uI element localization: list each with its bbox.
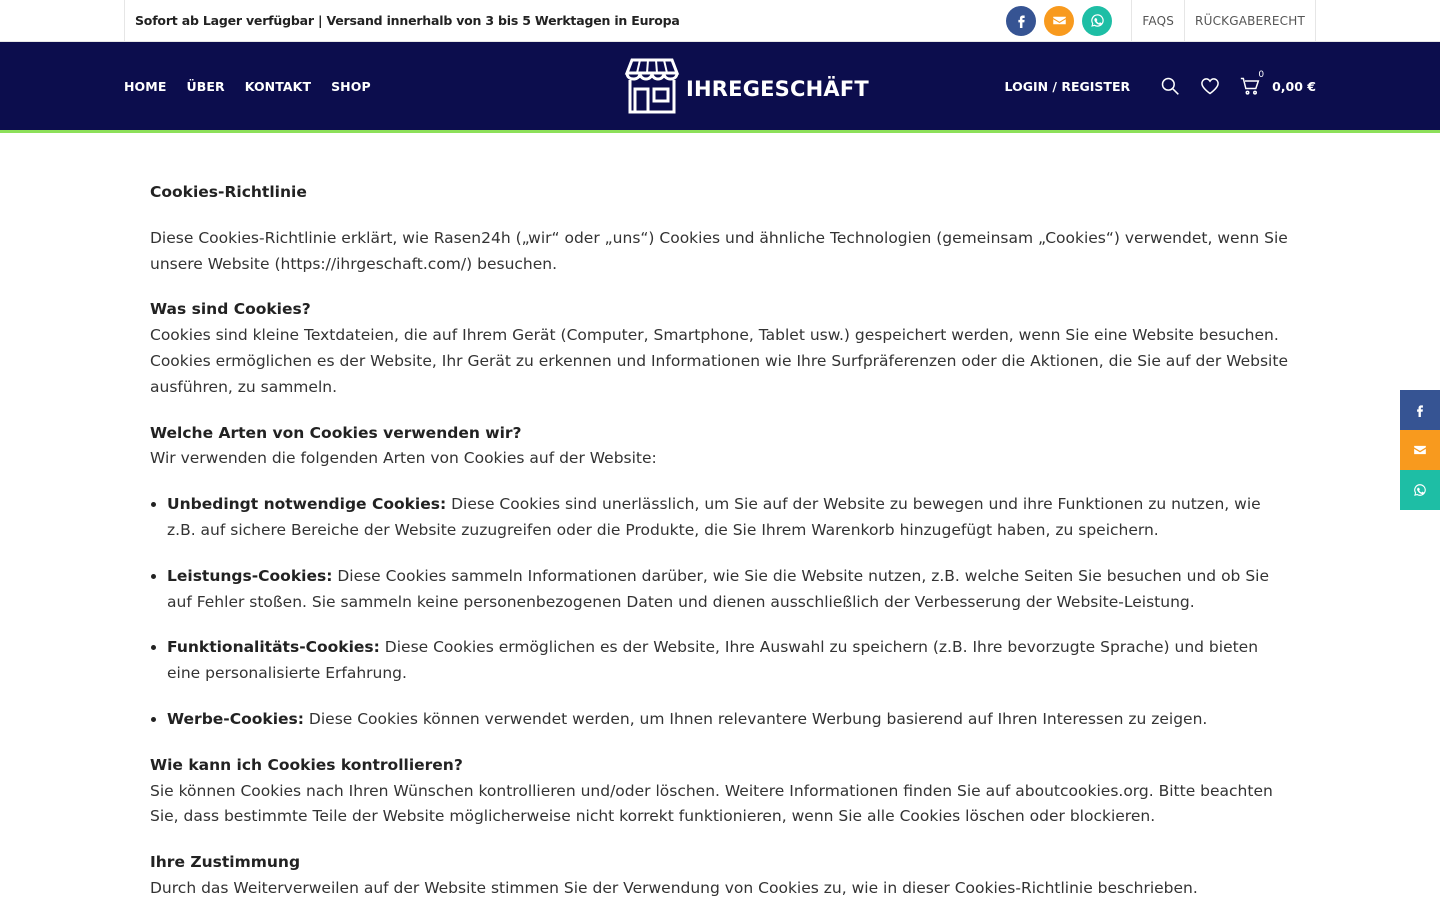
side-mail-button[interactable]: [1400, 430, 1440, 470]
main-header: [0, 42, 1440, 133]
list-item: [167, 707, 1290, 733]
whatsapp-icon: [1090, 13, 1105, 28]
facebook-icon: [1413, 403, 1427, 417]
list-item: [167, 564, 1290, 616]
side-whatsapp-button[interactable]: [1400, 470, 1440, 510]
cart-button[interactable]: [1230, 66, 1270, 106]
wishlist-button[interactable]: [1190, 66, 1230, 106]
cookie-type-text: Diese Cookies sammeln Informationen darüber, wie Sie die Website nutzen, z.B. welche Seiten Sie besuchen und ob Sie auf Fehler stoßen. Sie sammeln keine personenbezogenen Daten und dienen ausschließlich der Verbesserung der Website-Leistung.: [167, 566, 1270, 611]
cookie-type-label: Unbedingt notwendige Cookies:: [167, 495, 447, 514]
cookie-types-intro: Wir verwenden die folgenden Arten von Cookies auf der Website:: [150, 449, 657, 468]
storefront-logo-icon: [624, 57, 680, 115]
cookie-type-label: Leistungs-Cookies:: [167, 566, 333, 585]
login-register-link[interactable]: LOGIN / REGISTER: [1004, 78, 1131, 94]
cookie-type-text: Diese Cookies ermöglichen es der Website, Ihre Auswahl zu speichern (z.B. Ihre bevorzugte Sprache) und bieten eine personalisierte Erfahrung.: [167, 638, 1259, 683]
what-cookies-text: Cookies sind kleine Textdateien, die auf Ihrem Gerät (Computer, Smartphone, Tablet usw.) gespeichert werden, wenn Sie eine Website besuchen. Cookies ermöglichen es der Website, Ihr Gerät zu erkennen und Informationen wie Ihre Surfpräferenzen oder die Aktionen, die Sie auf der Website ausführen, zu sammeln.: [150, 326, 1288, 396]
mail-button[interactable]: [1044, 6, 1074, 36]
cookie-type-text: Diese Cookies können verwendet werden, um Ihnen relevantere Werbung basierend auf Ihren Interessen zu zeigen.: [303, 709, 1208, 728]
nav-contact[interactable]: KONTAKT: [244, 78, 312, 94]
list-item: [167, 492, 1290, 544]
shipping-notice: Sofort ab Lager verfügbar | Versand innerhalb von 3 bis 5 Werktagen in Europa: [124, 0, 680, 42]
facebook-button[interactable]: [1006, 6, 1036, 36]
nav-shop[interactable]: SHOP: [331, 78, 371, 94]
cookie-type-text: Diese Cookies sind unerlässlich, um Sie auf der Website zu bewegen und ihre Funktionen zu nutzen, wie z.B. auf sichere Bereiche der Website zuzugreifen oder die Produkte, die Sie Ihrem Warenkorb hinzugefügt haben, zu speichern.: [167, 495, 1261, 539]
facebook-icon: [1014, 13, 1029, 28]
cart-count: 0: [1258, 70, 1265, 80]
search-icon: [1160, 76, 1180, 96]
mail-icon: [1413, 443, 1427, 457]
what-cookies-heading: Was sind Cookies?: [150, 300, 311, 319]
cookie-types-list: [167, 492, 1290, 733]
site-logo[interactable]: [624, 57, 869, 115]
intro-text-end: ) besuchen.: [466, 254, 558, 273]
nav-about[interactable]: ÜBER: [186, 78, 225, 94]
page-title: Cookies-Richtlinie: [150, 183, 307, 201]
cart-icon: [1240, 76, 1260, 96]
list-item: [167, 635, 1290, 687]
return-policy-link[interactable]: RÜCKGABERECHT: [1185, 0, 1316, 42]
whatsapp-icon: [1413, 483, 1427, 497]
cart-total[interactable]: 0,00 €: [1272, 78, 1316, 94]
main-nav: [124, 42, 391, 130]
faqs-link[interactable]: FAQS: [1132, 0, 1185, 42]
mail-icon: [1052, 13, 1067, 28]
logo-text: IHREGESCHÄFT: [686, 76, 869, 101]
control-cookies-heading: Wie kann ich Cookies kontrollieren?: [150, 755, 463, 774]
cookie-types-heading: Welche Arten von Cookies verwenden wir?: [150, 423, 522, 442]
whatsapp-button[interactable]: [1082, 6, 1112, 36]
website-link[interactable]: https://ihrgeschaft.com/: [280, 254, 467, 273]
cookie-type-label: Werbe-Cookies:: [167, 709, 304, 728]
consent-text: Durch das Weiterverweilen auf der Website stimmen Sie der Verwendung von Cookies zu, wie in dieser Cookies-Richtlinie beschrieben.: [150, 878, 1198, 897]
nav-home[interactable]: HOME: [124, 78, 167, 94]
control-cookies-text: Sie können Cookies nach Ihren Wünschen kontrollieren und/oder löschen. Weitere Informationen finden Sie auf aboutcookies.org. Bitte beachten Sie, dass bestimmte Teile der Website möglicherweise nicht korrekt funktionieren, wenn Sie alle Cookies löschen oder blockieren.: [150, 781, 1273, 826]
topbar: [0, 0, 1440, 42]
intro-text: Diese Cookies-Richtlinie erklärt, wie Rasen24h („wir“ oder „uns“) Cookies und ähnliche Technologien (gemeinsam „Cookies“) verwendet, wenn Sie unsere Website (: [150, 228, 1288, 273]
search-button[interactable]: [1150, 66, 1190, 106]
intro-paragraph: [150, 226, 1290, 278]
consent-heading: Ihre Zustimmung: [150, 853, 301, 872]
side-facebook-button[interactable]: [1400, 390, 1440, 430]
page-content: [150, 180, 1290, 922]
cookie-type-label: Funktionalitäts-Cookies:: [167, 638, 380, 657]
sticky-social-bar: [1400, 390, 1440, 510]
heart-icon: [1200, 76, 1220, 96]
